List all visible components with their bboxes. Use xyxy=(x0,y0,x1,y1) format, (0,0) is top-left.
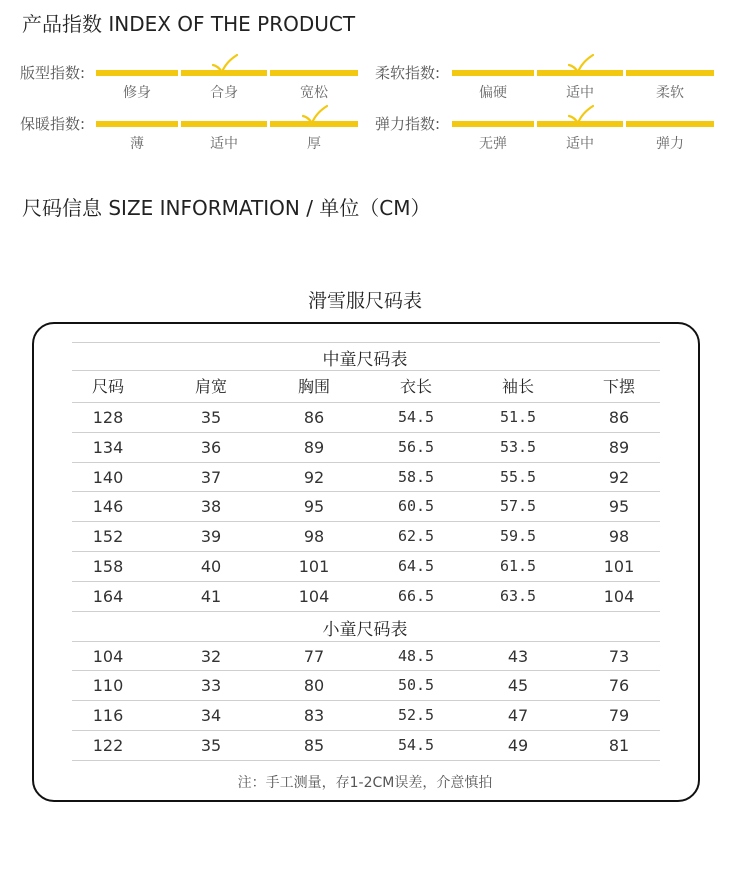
section-title: 中童尺码表 xyxy=(322,350,408,370)
table-cell: 59.5 xyxy=(499,527,537,546)
index-option-label: 柔软 xyxy=(656,85,684,101)
table-rule xyxy=(72,462,660,463)
table-cell: 32 xyxy=(200,646,222,666)
index-bar-segment xyxy=(270,70,358,76)
index-label: 保暖指数: xyxy=(20,115,86,133)
product-index-heading: 产品指数 INDEX OF THE PRODUCT xyxy=(22,12,356,36)
table-cell: 73 xyxy=(608,646,630,666)
table-cell: 98 xyxy=(608,527,630,547)
table-rule xyxy=(72,521,660,522)
table-rule xyxy=(72,370,660,371)
table-rule xyxy=(72,342,660,343)
table-cell: 52.5 xyxy=(397,706,435,725)
index-option-label: 修身 xyxy=(123,85,151,101)
index-option-label: 宽松 xyxy=(300,85,328,101)
table-cell: 86 xyxy=(608,408,630,427)
measurement-note: 注：手工测量，存1-2CM误差，介意慎拍 xyxy=(237,775,493,791)
table-cell: 33 xyxy=(200,676,222,696)
index-option-label: 适中 xyxy=(210,136,238,152)
table-cell: 60.5 xyxy=(397,497,435,516)
table-rule xyxy=(72,760,660,761)
table-cell: 39 xyxy=(200,527,222,547)
table-rule xyxy=(72,551,660,552)
table-cell: 63.5 xyxy=(499,586,537,605)
table-cell: 36 xyxy=(200,437,222,457)
index-option-label: 偏硬 xyxy=(479,85,507,101)
table-cell: 101 xyxy=(298,557,330,576)
checkmark-icon xyxy=(212,54,238,74)
table-cell: 61.5 xyxy=(499,557,537,575)
table-cell: 104 xyxy=(603,586,635,606)
table-cell: 56.5 xyxy=(397,437,435,456)
table-cell: 89 xyxy=(303,437,325,457)
table-cell: 152 xyxy=(92,527,124,547)
index-option-label: 适中 xyxy=(566,136,594,152)
index-bar-segment xyxy=(96,121,178,127)
table-cell: 122 xyxy=(92,736,124,755)
table-cell: 83 xyxy=(303,706,325,726)
table-cell: 134 xyxy=(92,437,124,457)
index-bar-segment xyxy=(626,70,714,76)
table-cell: 37 xyxy=(200,467,222,487)
index-bar-segment xyxy=(452,70,534,76)
table-cell: 140 xyxy=(92,467,124,487)
table-cell: 92 xyxy=(608,467,630,487)
index-bar-segment xyxy=(626,121,714,127)
table-cell: 85 xyxy=(303,736,325,755)
checkmark-icon xyxy=(568,54,594,74)
table-rule xyxy=(72,730,660,731)
index-bar-segment xyxy=(452,121,534,127)
table-cell: 79 xyxy=(608,706,630,726)
table-cell: 49 xyxy=(507,736,529,755)
table-cell: 50.5 xyxy=(397,676,435,695)
table-cell: 64.5 xyxy=(397,557,435,575)
table-cell: 66.5 xyxy=(397,586,435,605)
index-option-label: 适中 xyxy=(566,85,594,101)
index-label: 版型指数: xyxy=(20,64,86,82)
table-cell: 110 xyxy=(92,676,124,696)
table-cell: 34 xyxy=(200,706,222,726)
table-cell: 86 xyxy=(303,408,325,427)
column-header: 袖长 xyxy=(501,377,534,396)
table-rule xyxy=(72,581,660,582)
table-rule xyxy=(72,432,660,433)
table-cell: 146 xyxy=(92,497,124,517)
table-cell: 35 xyxy=(200,408,222,427)
table-rule xyxy=(72,491,660,492)
table-cell: 53.5 xyxy=(499,437,537,456)
size-table-title: 滑雪服尺码表 xyxy=(307,290,422,312)
table-rule xyxy=(72,402,660,403)
checkmark-icon xyxy=(568,105,594,125)
table-rule xyxy=(72,670,660,671)
table-cell: 38 xyxy=(200,497,222,517)
column-header: 胸围 xyxy=(297,377,330,396)
table-cell: 40 xyxy=(200,557,222,576)
table-cell: 57.5 xyxy=(499,497,537,516)
table-cell: 54.5 xyxy=(397,408,435,426)
table-cell: 55.5 xyxy=(499,467,537,486)
table-cell: 62.5 xyxy=(397,527,435,546)
section-title: 小童尺码表 xyxy=(322,620,408,640)
index-label: 弹力指数: xyxy=(375,115,441,133)
table-rule xyxy=(72,611,660,612)
table-cell: 89 xyxy=(608,437,630,457)
column-header: 衣长 xyxy=(399,377,432,396)
index-option-label: 无弹 xyxy=(479,136,507,152)
table-cell: 51.5 xyxy=(499,408,537,426)
table-rule xyxy=(72,641,660,642)
column-header: 肩宽 xyxy=(194,377,227,396)
table-cell: 58.5 xyxy=(397,467,435,486)
table-cell: 81 xyxy=(608,736,630,755)
index-option-label: 合身 xyxy=(210,85,238,101)
index-bar-segment xyxy=(181,121,267,127)
index-option-label: 厚 xyxy=(307,136,321,152)
table-rule xyxy=(72,700,660,701)
index-bar-segment xyxy=(96,70,178,76)
table-cell: 104 xyxy=(92,646,124,666)
size-info-heading: 尺码信息 SIZE INFORMATION / 单位（CM） xyxy=(22,196,431,220)
table-cell: 128 xyxy=(92,408,124,427)
table-cell: 116 xyxy=(92,706,124,726)
checkmark-icon xyxy=(302,105,328,125)
table-cell: 101 xyxy=(603,557,635,576)
index-option-label: 薄 xyxy=(130,136,144,152)
column-header: 下摆 xyxy=(602,377,635,396)
table-cell: 43 xyxy=(507,646,529,666)
table-cell: 77 xyxy=(303,646,325,666)
table-cell: 47 xyxy=(507,706,529,726)
column-header: 尺码 xyxy=(91,377,124,396)
table-cell: 95 xyxy=(303,497,325,517)
table-cell: 104 xyxy=(298,586,330,606)
table-cell: 158 xyxy=(92,557,124,576)
index-label: 柔软指数: xyxy=(375,64,441,82)
table-cell: 80 xyxy=(303,676,325,696)
table-cell: 41 xyxy=(200,586,222,606)
table-cell: 164 xyxy=(92,586,124,606)
table-cell: 76 xyxy=(608,676,630,696)
table-cell: 92 xyxy=(303,467,325,487)
index-option-label: 弹力 xyxy=(656,136,684,152)
table-cell: 35 xyxy=(200,736,222,755)
table-cell: 54.5 xyxy=(397,736,435,754)
table-cell: 98 xyxy=(303,527,325,547)
table-cell: 45 xyxy=(507,676,529,696)
table-cell: 48.5 xyxy=(397,646,435,665)
table-cell: 95 xyxy=(608,497,630,517)
